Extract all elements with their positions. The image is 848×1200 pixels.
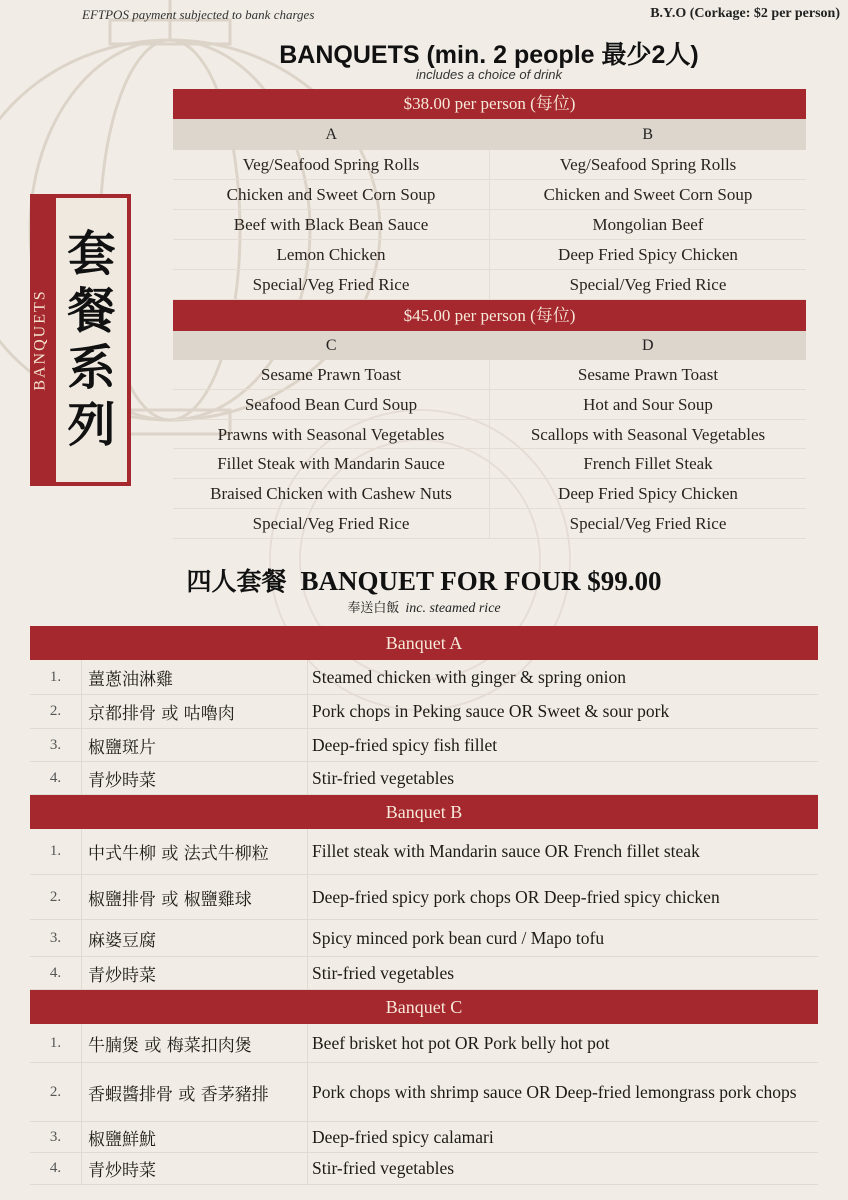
menu-item: French Fillet Steak (490, 449, 806, 479)
banquet-row (30, 660, 818, 695)
item-name-zh: 京都排骨 或 咕嚕肉 (82, 695, 308, 728)
menu-item: Chicken and Sweet Corn Soup (173, 180, 490, 210)
menu-item: Deep Fried Spicy Chicken (490, 479, 806, 509)
menu-item: Sesame Prawn Toast (173, 360, 490, 390)
banquet-for-four-subtitle: 奉送白飯 inc. steamed rice (347, 601, 501, 616)
item-name-zh: 椒鹽鮮魷 (82, 1122, 308, 1152)
banquet-row (30, 957, 818, 990)
item-name-en: Stir-fried vegetables (312, 767, 455, 788)
menu-row (173, 150, 806, 180)
byo-note: B.Y.O (Corkage: $2 per person) (650, 6, 840, 21)
item-number: 3. (30, 729, 82, 761)
item-name-zh: 青炒時菜 (82, 1153, 308, 1184)
item-number: 2. (30, 875, 82, 919)
item-number: 1. (30, 1024, 82, 1062)
item-number: 2. (30, 695, 82, 728)
menu-item: Beef with Black Bean Sauce (173, 210, 490, 240)
menu-item: Special/Veg Fried Rice (173, 509, 490, 539)
column-b: B (642, 126, 654, 143)
banquet-header: Banquet A (30, 626, 818, 660)
page-title: BANQUETS (min. 2 people 最少2人) (279, 41, 699, 69)
item-name-en: Stir-fried vegetables (312, 1158, 455, 1178)
item-name-en: Beef brisket hot pot OR Pork belly hot pot (312, 1032, 610, 1053)
item-name-zh: 薑蔥油淋雞 (82, 660, 308, 694)
banquet-for-four-title: 四人套餐 BANQUET FOR FOUR $99.00 (186, 566, 662, 596)
item-name-en: Pork chops with shrimp sauce OR Deep-fried lemongrass pork chops (312, 1081, 797, 1102)
eftpos-note: EFTPOS payment subjected to bank charges (82, 7, 315, 22)
item-number: 2. (30, 1063, 82, 1121)
menu-item: Braised Chicken with Cashew Nuts (173, 479, 490, 509)
menu-cd-rows (173, 360, 806, 539)
menu-row (173, 479, 806, 509)
banquet-header: Banquet C (30, 990, 818, 1024)
banquet-for-four-table (30, 626, 818, 1185)
menu-item: Prawns with Seasonal Vegetables (173, 420, 490, 450)
side-label-en: BANQUETS (32, 289, 49, 391)
menu-item: Hot and Sour Soup (490, 390, 806, 420)
item-number: 3. (30, 1122, 82, 1152)
menu-item: Deep Fried Spicy Chicken (490, 240, 806, 270)
item-name-en: Stir-fried vegetables (312, 962, 455, 983)
menu-item: Special/Veg Fried Rice (173, 270, 490, 300)
menu-item: Scallops with Seasonal Vegetables (490, 420, 806, 450)
column-header-ab (173, 119, 806, 150)
menu-row (173, 390, 806, 420)
column-c: C (325, 337, 337, 354)
menu-item: Veg/Seafood Spring Rolls (490, 150, 806, 180)
banquet-row (30, 829, 818, 875)
menu-item: Special/Veg Fried Rice (490, 270, 806, 300)
menu-row (173, 420, 806, 450)
menu-row (173, 210, 806, 240)
item-name-zh: 椒鹽排骨 或 椒鹽雞球 (82, 875, 308, 919)
item-name-zh: 青炒時菜 (82, 762, 308, 794)
menu-item: Fillet Steak with Mandarin Sauce (173, 449, 490, 479)
banquet-row (30, 875, 818, 920)
column-d: D (641, 337, 654, 354)
item-name-en: Steamed chicken with ginger & spring onion (312, 666, 626, 687)
item-name-en: Deep-fried spicy fish fillet (312, 734, 498, 755)
item-name-en: Spicy minced pork bean curd / Mapo tofu (312, 927, 605, 948)
menu-row (173, 360, 806, 390)
item-name-en: Deep-fried spicy pork chops OR Deep-fried spicy chicken (312, 886, 720, 907)
column-a: A (325, 126, 338, 143)
menu-item: Lemon Chicken (173, 240, 490, 270)
menu-row (173, 180, 806, 210)
side-label (30, 194, 131, 486)
item-name-en: Deep-fried spicy calamari (312, 1126, 494, 1147)
menu-ab-rows (173, 150, 806, 300)
banquet-row (30, 1153, 818, 1185)
banquet-row (30, 762, 818, 795)
item-name-zh: 中式牛柳 或 法式牛柳粒 (82, 829, 308, 874)
item-name-zh: 麻婆豆腐 (82, 920, 308, 956)
page-subtitle: includes a choice of drink (416, 67, 562, 82)
item-number: 1. (30, 829, 82, 874)
menu-item: Sesame Prawn Toast (490, 360, 806, 390)
banquet-header: Banquet B (30, 795, 818, 829)
menu-item: Mongolian Beef (490, 210, 806, 240)
banquet-row (30, 1122, 818, 1153)
banquet-row (30, 1063, 818, 1122)
banquet-row (30, 920, 818, 957)
item-name-zh: 椒鹽斑片 (82, 729, 308, 761)
price-bar-45: $45.00 per person (每位) (173, 300, 806, 331)
item-number: 1. (30, 660, 82, 694)
item-number: 4. (30, 957, 82, 989)
price-bar-38: $38.00 per person (每位) (173, 89, 806, 119)
menu-row (173, 240, 806, 270)
column-header-cd (173, 331, 806, 360)
item-name-en: Pork chops in Peking sauce OR Sweet & sour pork (312, 701, 670, 721)
menu-item: Veg/Seafood Spring Rolls (173, 150, 490, 180)
item-name-zh: 香蝦醬排骨 或 香茅豬排 (82, 1063, 308, 1121)
item-number: 4. (30, 1153, 82, 1184)
item-name-en: Fillet steak with Mandarin sauce OR French fillet steak (312, 841, 700, 861)
banquet-row (30, 1024, 818, 1063)
side-label-zh: 套 餐 系 列 (56, 198, 127, 482)
menu-item: Chicken and Sweet Corn Soup (490, 180, 806, 210)
item-number: 4. (30, 762, 82, 794)
set-banquet-table (173, 89, 806, 539)
menu-row (173, 509, 806, 539)
banquet-row (30, 695, 818, 729)
item-name-zh: 牛腩煲 或 梅菜扣肉煲 (82, 1024, 308, 1062)
menu-item: Seafood Bean Curd Soup (173, 390, 490, 420)
menu-row (173, 270, 806, 300)
menu-row (173, 449, 806, 479)
menu-item: Special/Veg Fried Rice (490, 509, 806, 539)
item-number: 3. (30, 920, 82, 956)
banquet-row (30, 729, 818, 762)
item-name-zh: 青炒時菜 (82, 957, 308, 989)
